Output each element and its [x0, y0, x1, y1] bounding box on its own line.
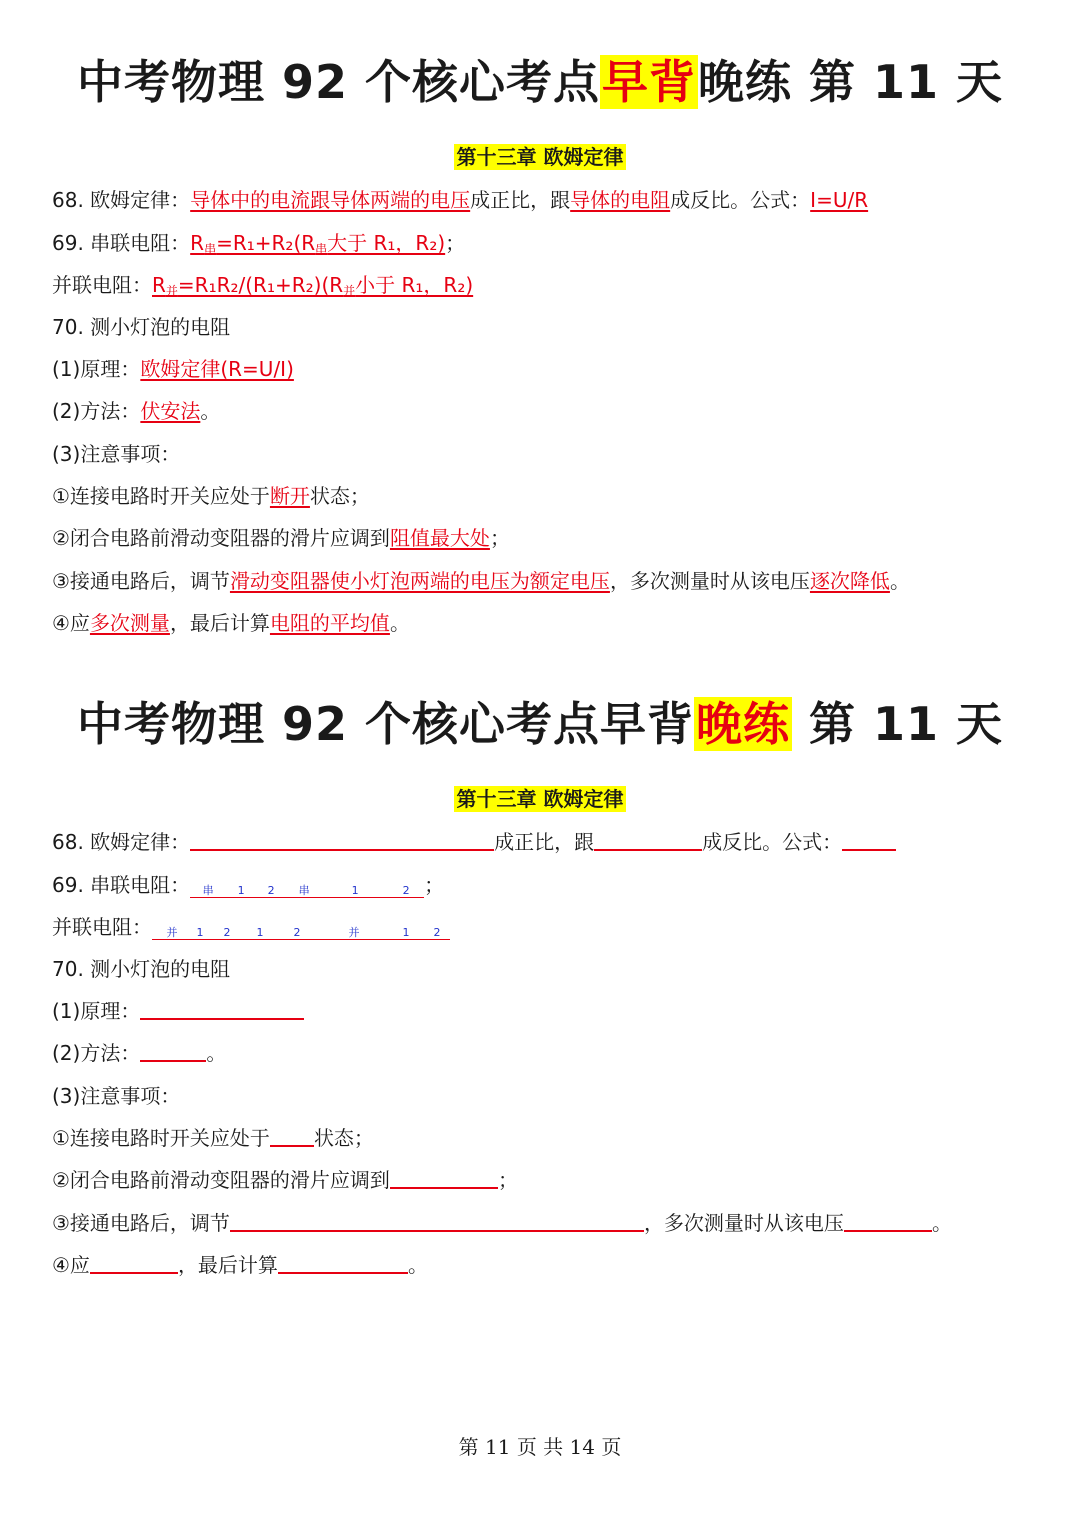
answer-blank[interactable]	[140, 998, 304, 1020]
page-number: 第 11 页 共 14 页	[458, 1435, 622, 1459]
item-69-evening: 69. 串联电阻： 串 1 2 串 1 2 ；	[52, 873, 445, 897]
answer-blank[interactable]	[390, 1167, 498, 1189]
principle-morning: (1)原理：欧姆定律(R=U/I)	[52, 357, 294, 381]
answer-blank[interactable]	[230, 1210, 644, 1232]
answer-blank[interactable]	[594, 829, 702, 851]
answer-blank[interactable]	[844, 1210, 932, 1232]
title-highlight: 早背	[601, 55, 696, 109]
principle-evening: (1)原理：	[52, 997, 304, 1025]
method-evening: (2)方法： 。	[52, 1041, 227, 1065]
answer-blank[interactable]	[270, 1125, 314, 1147]
note-4-evening: ④应 ，最后计算 。	[52, 1253, 428, 1277]
method-morning: (2)方法：伏安法。	[52, 399, 221, 423]
answer-blank[interactable]	[278, 1252, 408, 1274]
parallel-resistance-morning: 并联电阻：$R_并=R_1R_2/(R_1+R_2)(R_并$小于 R₁，R₂)	[52, 273, 474, 298]
notes-heading-evening: (3)注意事项：	[52, 1084, 181, 1108]
note-1-morning: ①连接电路时开关应处于断开状态；	[52, 484, 370, 508]
notes-heading-morning: (3)注意事项：	[52, 442, 181, 466]
answer-blank[interactable]	[842, 829, 896, 851]
parallel-resistance-evening: 并联电阻： 并 1 2 1 2 并 1 2	[52, 913, 450, 941]
item-68-evening: 68. 欧姆定律： 成正比，跟 成反比。公式：	[52, 828, 896, 856]
note-2-morning: ②闭合电路前滑动变阻器的滑片应调到阻值最大处；	[52, 526, 510, 550]
chapter-heading-evening: 第十三章 欧姆定律	[0, 785, 1080, 813]
note-1-evening: ①连接电路时开关应处于 状态；	[52, 1126, 374, 1150]
page-title-evening: 中考物理 92 个核心考点早背晚练 第 11 天	[76, 697, 1004, 751]
answer-blank[interactable]	[140, 1040, 206, 1062]
answer-blank[interactable]	[190, 829, 494, 851]
title-highlight: 晚练	[695, 697, 790, 751]
note-3-morning: ③接通电路后，调节滑动变阻器使小灯泡两端的电压为额定电压，多次测量时从该电压逐次降低。	[52, 569, 910, 593]
page-title-morning: 中考物理 92 个核心考点早背晚练 第 11 天	[76, 55, 1004, 109]
note-2-evening: ②闭合电路前滑动变阻器的滑片应调到 ；	[52, 1168, 518, 1192]
item-70-evening: 70. 测小灯泡的电阻	[52, 957, 231, 981]
answer-blank[interactable]	[90, 1252, 178, 1274]
note-4-morning: ④应多次测量，最后计算电阻的平均值。	[52, 611, 410, 635]
item-68-morning: 68. 欧姆定律：导体中的电流跟导体两端的电压成正比，跟导体的电阻成反比。公式：I=U/R	[52, 188, 869, 212]
chapter-heading-morning: 第十三章 欧姆定律	[0, 143, 1080, 171]
item-70-morning: 70. 测小灯泡的电阻	[52, 315, 231, 339]
note-3-evening: ③接通电路后，调节 ，多次测量时从该电压 。	[52, 1211, 952, 1235]
item-69-morning: 69. 串联电阻：$R_串=R_1+R_2(R_串$大于 R₁，R₂)；	[52, 231, 466, 256]
